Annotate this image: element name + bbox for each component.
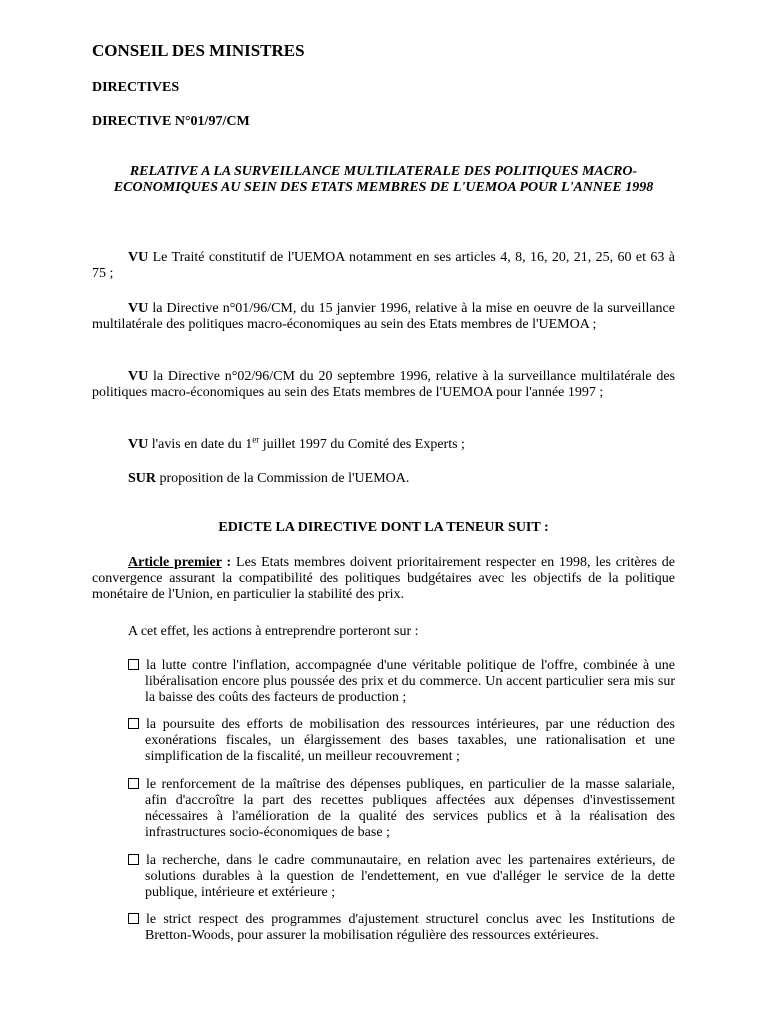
edicte-heading: EDICTE LA DIRECTIVE DONT LA TENEUR SUIT : xyxy=(218,520,549,535)
article-label: Article premier xyxy=(128,555,222,570)
article-paragraph xyxy=(92,555,675,603)
list-item-text: le renforcement de la maîtrise des dépenses publiques, en particulier de la masse salariale, afin d'accroître la part des recettes publiques affectées aux dépenses d'investissement nécessaires à l'amélioration de la qualité des services publics et à la réalisation des infrastructures socio-économiques de base ; xyxy=(145,777,675,840)
visa-paragraph xyxy=(92,434,675,453)
visa-paragraph xyxy=(92,471,675,487)
superscript: er xyxy=(252,434,260,445)
list-item xyxy=(128,777,675,841)
intro-paragraph xyxy=(92,624,675,640)
visa-paragraph xyxy=(92,250,675,282)
list-item-text: la lutte contre l'inflation, accompagnée d'une véritable politique de l'offre, combinée à une libéralisation encore plus poussée des prix et du commerce. Un accent particulier sera mis sur la baisse des coûts des facteurs de production ; xyxy=(145,658,675,705)
section-heading: DIRECTIVES xyxy=(92,80,180,95)
directive-title: RELATIVE A LA SURVEILLANCE MULTILATERALE DES POLITIQUES MACRO-ECONOMIQUES AU SEIN DES ETATS MEMBRES DE L'UEMOA POUR L'ANNEE 1998 xyxy=(113,164,654,195)
list-item-text: la poursuite des efforts de mobilisation des ressources intérieures, par une réduction des exonérations fiscales, un élargissement des bases taxables, une rationalisation et une simplification de la fiscalité, un meilleur recouvrement ; xyxy=(145,717,675,764)
visa-text: Le Traité constitutif de l'UEMOA notamment en ses articles 4, 8, 16, 20, 21, 25, 60 et 63 à 75 ; xyxy=(92,250,675,281)
visa-text: proposition de la Commission de l'UEMOA. xyxy=(156,471,410,486)
visa-lead: VU xyxy=(128,250,149,265)
visa-text: la Directive n°02/96/CM du 20 septembre 1996, relative à la surveillance multilatérale des politiques macro-économiques au sein des Etats membres de l'UEMOA pour l'année 1997 ; xyxy=(92,369,675,400)
article-separator: : xyxy=(221,555,237,570)
list-item-text: la recherche, dans le cadre communautaire, en relation avec les partenaires extérieurs, de solutions durables à la question de l'endettement, en vue d'alléger le service de la dette publique, intérieure et extérieure ; xyxy=(145,853,675,900)
checkbox-square-icon xyxy=(128,778,139,789)
list-item xyxy=(128,912,675,944)
checkbox-square-icon xyxy=(128,913,139,924)
list-item xyxy=(128,853,675,901)
visa-paragraph xyxy=(92,369,675,401)
list-item xyxy=(128,717,675,765)
intro-text: A cet effet, les actions à entreprendre porteront sur : xyxy=(128,624,419,639)
visa-text: juillet 1997 du Comité des Experts ; xyxy=(259,437,465,452)
list-item xyxy=(128,658,675,706)
visa-lead: VU xyxy=(128,301,149,316)
directive-number: DIRECTIVE N°01/97/CM xyxy=(92,114,250,129)
list-item-text: le strict respect des programmes d'ajustement structurel conclus avec les Institutions de Bretton-Woods, pour assurer la mobilisation régulière des ressources extérieures. xyxy=(145,912,675,943)
visa-paragraph xyxy=(92,301,675,333)
checkbox-square-icon xyxy=(128,718,139,729)
checkbox-square-icon xyxy=(128,854,139,865)
visa-text: la Directive n°01/96/CM, du 15 janvier 1996, relative à la mise en oeuvre de la surveillance multilatérale des politiques macro-économiques au sein des Etats membres de l'UEMOA ; xyxy=(92,301,675,332)
visa-text: l'avis en date du 1 xyxy=(148,437,253,452)
article-text: Les Etats membres doivent prioritairement respecter en 1998, les critères de convergence assurant la compatibilité des politiques budgétaires avec les objectifs de la politique monétaire de l'Union, en particulier la stabilité des prix. xyxy=(92,555,675,602)
checkbox-square-icon xyxy=(128,659,139,670)
visa-lead: VU xyxy=(128,369,149,384)
visa-lead: SUR xyxy=(128,471,157,486)
council-heading: CONSEIL DES MINISTRES xyxy=(92,41,305,60)
visa-lead: VU xyxy=(128,437,149,452)
